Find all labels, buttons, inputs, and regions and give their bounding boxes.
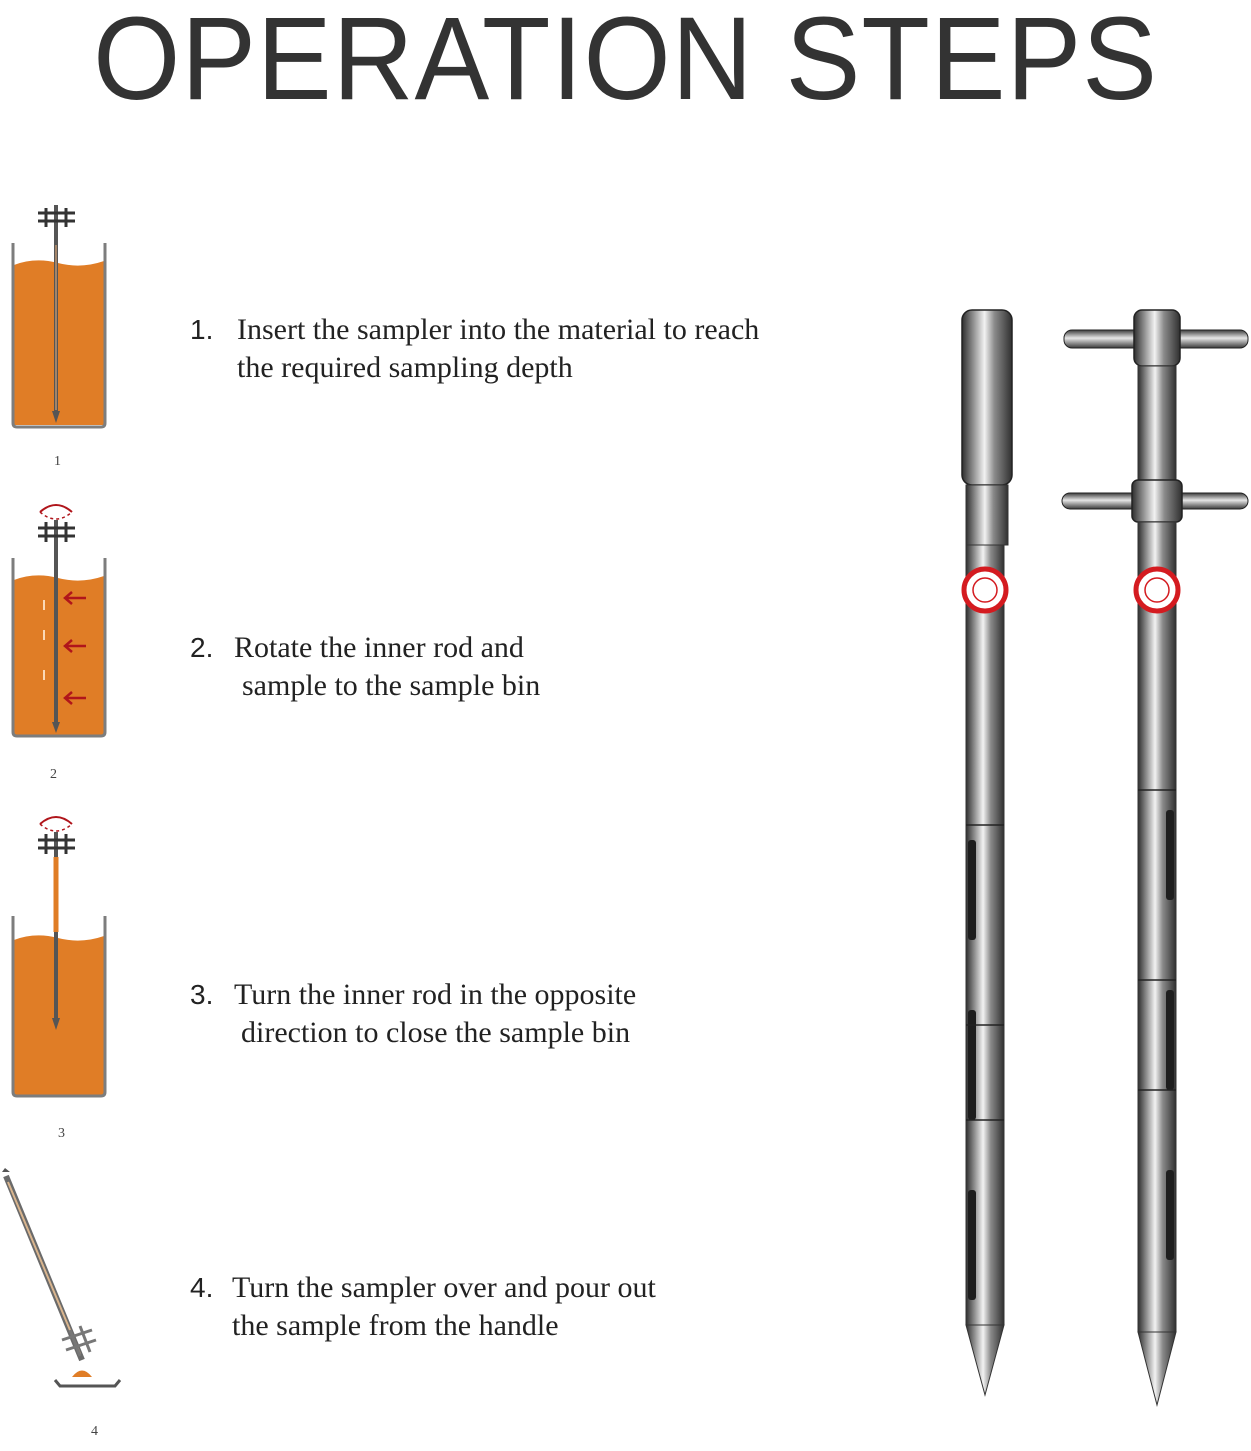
sampler-close-icon [0, 812, 120, 1102]
step-4-line-1: Turn the sampler over and pour out [232, 1271, 656, 1304]
step-3-line-2: direction to close the sample bin [241, 1016, 631, 1049]
step-1-number: 1. [190, 314, 214, 345]
step-2-line-1: Rotate the inner rod and [234, 631, 524, 664]
step-4-number: 4. [190, 1272, 214, 1303]
diagram-label-1: 1 [54, 454, 61, 469]
step-1-text [190, 311, 759, 387]
page-title: OPERATION STEPS [93, 0, 1158, 125]
step-3-diagram [0, 812, 130, 1102]
step-4-text [190, 1269, 656, 1345]
step-2-diagram [0, 500, 130, 740]
step-4-diagram [0, 1172, 130, 1402]
sampler-rotate-icon [0, 500, 120, 740]
step-1-line-1: Insert the sampler into the material to reach [237, 313, 760, 346]
step-3-text [190, 976, 636, 1052]
step-3-number: 3. [190, 979, 214, 1010]
sampler-inserted-icon [0, 205, 120, 430]
sampler-pour-icon [0, 1172, 130, 1402]
diagram-label-4: 4 [91, 1424, 98, 1439]
step-2-text [190, 629, 540, 705]
step-3-line-1: Turn the inner rod in the opposite [234, 978, 637, 1011]
step-1-diagram [0, 205, 130, 430]
sampler-product-photo [930, 300, 1251, 1410]
step-1-line-2: the required sampling depth [237, 351, 573, 384]
step-2-line-2: sample to the sample bin [242, 669, 541, 702]
step-2-number: 2. [190, 632, 214, 663]
diagram-label-2: 2 [50, 767, 57, 782]
diagram-label-3: 3 [58, 1126, 65, 1141]
product-photo [930, 300, 1251, 1410]
step-4-line-2: the sample from the handle [232, 1309, 559, 1342]
